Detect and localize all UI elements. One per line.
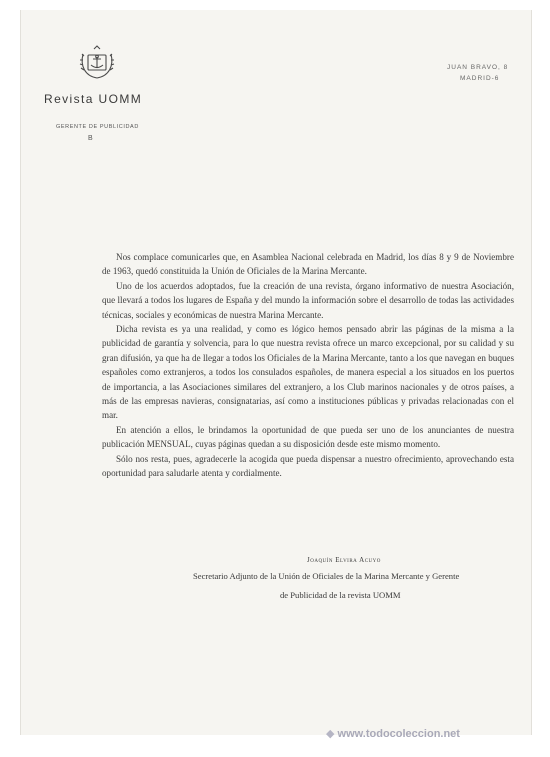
body-paragraph: Dicha revista es ya una realidad, y como es lógico hemos pensado abrir las páginas de la misma a la publicidad de garantía y solvencia, para lo que nuestra revista ofrece un marco excepcional, por su calidad y su gran difusión, ya que ha de llegar a todos los Oficiales de la Marina Mercante, tanto a los que navegan en buques españoles como extranjeros, a todos los consulados españoles, de manera especial a los situados en los puertos de importancia, a las Asociaciones similares del extranjero, a los Club marinos nacionales y de otros países, a más de las empresas navieras, consignatarias, así como a instituciones públicas y privadas relacionadas con el mar. bbox=[102, 324, 514, 421]
address-line-1: JUAN BRAVO, 8 bbox=[447, 64, 509, 71]
body-paragraph: En atención a ellos, le brindamos la oportunidad de que pueda ser uno de los anunciantes de nuestra publicación MENSUAL, cuyas páginas quedan a su disposición desde este mismo momento. bbox=[102, 424, 514, 450]
signer-title-line-2: de Publicidad de la revista UOMM bbox=[280, 590, 401, 600]
watermark-text: www.todocoleccion.net bbox=[337, 728, 460, 740]
anchor-wreath-emblem-icon bbox=[77, 44, 117, 84]
body-paragraph: Sólo nos resta, pues, agradecerle la acogida que pueda dispensar a nuestro ofrecimiento, aprovechando esta oportunidad para saludarle atenta y cordialmente. bbox=[102, 453, 514, 479]
address-line-2: MADRID-6 bbox=[460, 75, 500, 82]
signer-name: Joaquín Elvira Acuyo bbox=[307, 556, 381, 564]
body-paragraph: Nos complace comunicarles que, en Asamblea Nacional celebrada en Madrid, los días 8 y 9 de Noviembre de 1963, quedó constituida la Unión de Oficiales de la Marina Mercante. bbox=[102, 252, 514, 277]
address-block bbox=[447, 62, 517, 84]
site-watermark bbox=[326, 727, 460, 740]
brand-title: Revista UOMM bbox=[44, 92, 143, 106]
signer-title-line-1: Secretario Adjunto de la Unión de Oficiales de la Marina Mercante y Gerente bbox=[193, 571, 460, 581]
body-paragraph: Uno de los acuerdos adoptados, fue la creación de una revista, órgano informativo de nuestra Asociación, que llevará a todos los lugares de España y del mundo la información sobre el desarrollo de todas las actividades técnicas, sociales y económicas de nuestra Marina Mercante. bbox=[102, 280, 514, 320]
department-label: GERENTE DE PUBLICIDAD bbox=[56, 124, 139, 130]
watermark-logo-icon: ◆ bbox=[326, 728, 335, 740]
reference-mark: B bbox=[88, 135, 93, 142]
letter-body bbox=[102, 250, 514, 481]
